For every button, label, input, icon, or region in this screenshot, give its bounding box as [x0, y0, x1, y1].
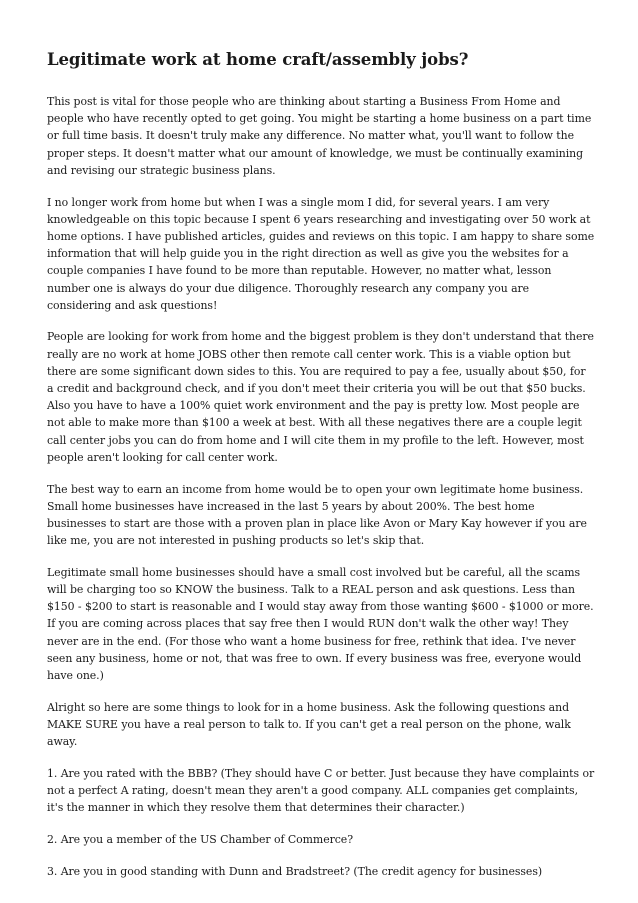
- paragraph-own-business: The best way to earn an income from home would be to open your own legitimate home business. Small home businesses have increased in the last 5 years by about 200%. The best home businesses to start are those with a proven plan in place like Avon or Mary Kay however if you are like me, you are not interested in pushing products so let's skip that.: [47, 482, 587, 548]
- article: [47, 49, 595, 894]
- paragraph-intro: This post is vital for those people who are thinking about starting a Business From Home and people who have recently opted to get going. You might be starting a home business on a part time or full time basis. It doesn't truly make any difference. No matter what, you'll want to follow the proper steps. It doesn't matter what our amount of knowledge, we must be continually examining and revising our strategic business plans.: [47, 95, 592, 177]
- list-item-chamber: 2. Are you a member of the US Chamber of Commerce?: [47, 833, 353, 847]
- paragraph-background: I no longer work from home but when I was a single mom I did, for several years. I am very knowledgeable on this topic because I spent 6 years researching and investigating over 50 work at home options. I have published articles, guides and reviews on this topic. I am happy to share some information that will help guide you in the right direction as well as give you the websites for a couple companies I have found to be more than reputable. However, no matter what, lesson number one is always do your due diligence. Thoroughly research any company you are considering and ask questions!: [47, 195, 595, 312]
- list-item-dunn-bradstreet: 3. Are you in good standing with Dunn and Bradstreet? (The credit agency for businesses): [47, 864, 543, 878]
- paragraph-checklist-intro: Alright so here are some things to look for in a home business. Ask the following questions and MAKE SURE you have a real person to talk to. If you can't get a real person on the phone, walk away.: [47, 700, 571, 749]
- paragraph-call-center: People are looking for work from home and the biggest problem is they don't understand that there really are no work at home JOBS other then remote call center work. This is a viable option but there are some significant down sides to this. You are required to pay a fee, usually about $50, for a credit and background check, and if you don't meet their criteria you will be out that $50 bucks. Also you have to have a 100% quiet work environment and the pay is pretty low. Most people are not able to make more than $100 a week at best. With all these negatives there are a couple legit call center jobs you can do from home and I will cite them in my profile to the left. However, most people aren't looking for call center work.: [47, 330, 594, 464]
- list-item-bbb: 1. Are you rated with the BBB? (They should have C or better. Just because they have complaints or not a perfect A rating, doesn't mean they aren't a good company. ALL companies get complaints, it's the manner in which they resolve them that determines their character.): [47, 766, 595, 815]
- paragraph-costs: Legitimate small home businesses should have a small cost involved but be careful, all the scams will be charging too so KNOW the business. Talk to a REAL person and ask questions. Less than $150 - $200 to start is reasonable and I would stay away from those wanting $600 - $1000 or more. If you are coming across places that say free then I would RUN don't walk the other way! They never are in the end. (For those who want a home business for free, rethink that idea. I've never seen any business, home or not, that was free to own. If every business was free, everyone would have one.): [47, 565, 594, 683]
- article-title: Legitimate work at home craft/assembly jobs?: [47, 50, 469, 69]
